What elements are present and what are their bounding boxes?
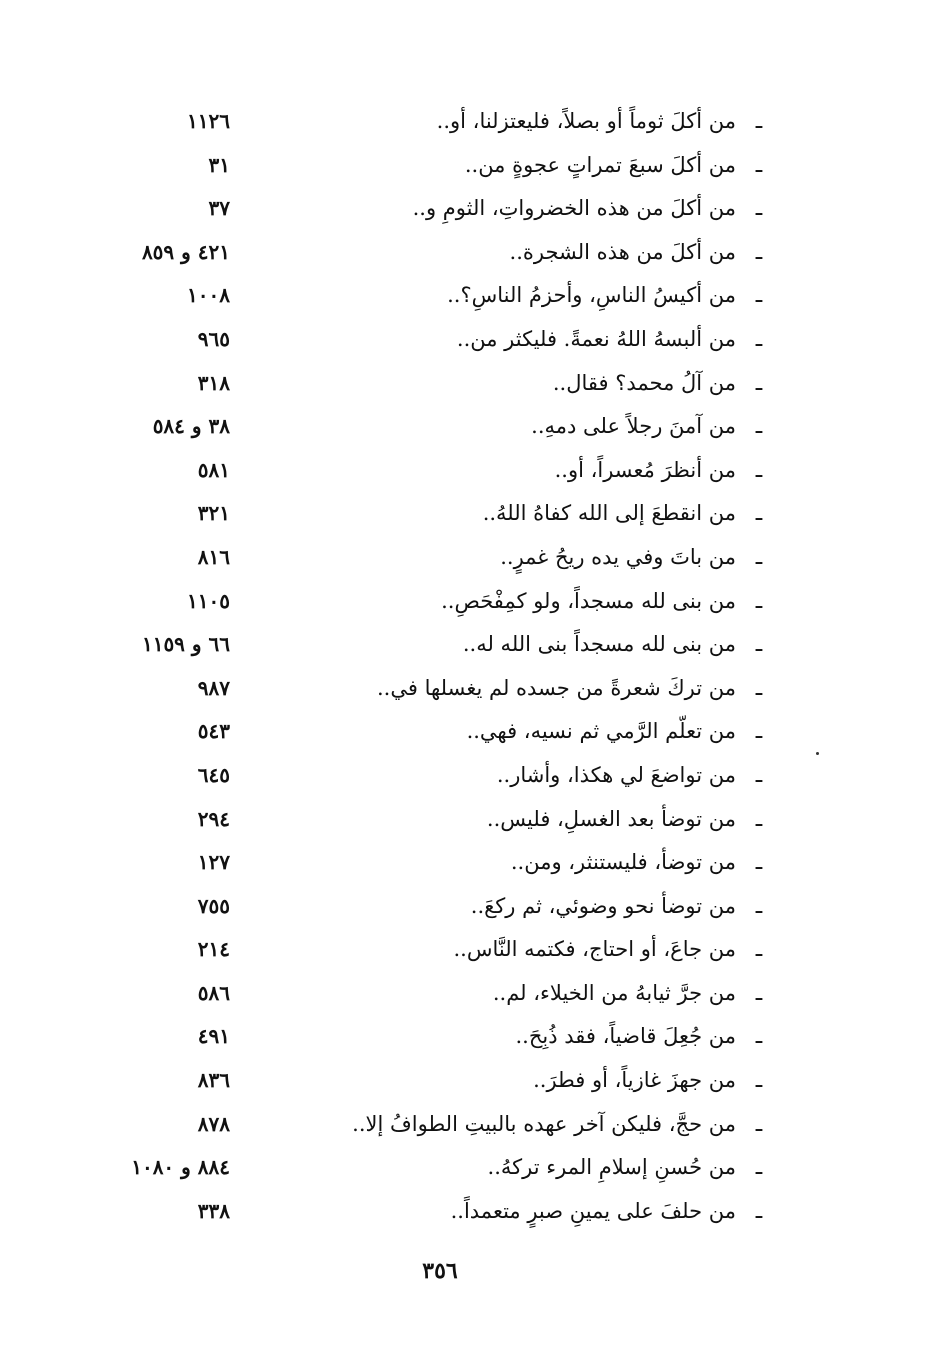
index-entry [60, 580, 770, 624]
entry-dash: ـ [755, 893, 763, 919]
entry-dash: ـ [755, 719, 763, 745]
page-number: ٣٥٦ [422, 1258, 458, 1284]
entry-text: من أكلَ من هذه الشجرة.. [509, 239, 736, 264]
entry-reference: ٨٧٨ [197, 1111, 230, 1136]
entry-text: من حجَّ، فليكن آخر عهده بالبيتِ الطوافُ إلا.. [352, 1111, 736, 1136]
entry-reference: ٩٦٥ [197, 326, 230, 351]
index-entry [60, 1103, 770, 1147]
entry-reference: ٤٩١ [197, 1024, 230, 1049]
entry-reference: ٥٨١ [197, 457, 230, 482]
entry-dash: ـ [755, 632, 763, 658]
index-entry [60, 187, 770, 231]
entry-reference: ٨٣٦ [197, 1068, 230, 1093]
entry-text: من حلفَ على يمينِ صبرٍ متعمداً.. [450, 1198, 736, 1223]
index-entry [60, 623, 770, 667]
entry-text: من توضأ، فليستنثر، ومن.. [510, 850, 736, 875]
entry-text: من جرَّ ثيابهُ من الخيلاء، لم.. [492, 980, 736, 1005]
entry-dash: ـ [755, 196, 763, 222]
entry-reference: ١١٢٦ [187, 109, 230, 133]
entry-text: من باتَ وفي يده ريحُ غمرٍ.. [500, 544, 736, 569]
entry-text: من أكلَ من هذه الخضرواتِ، الثومِ و.. [412, 196, 736, 221]
entry-text: من آمنَ رجلاً على دمهِ.. [531, 414, 736, 439]
entry-reference: ٤٢١ و ٨٥٩ [141, 239, 230, 264]
entry-text: من بنى لله مسجداً، ولو كمِفْحَصِ.. [441, 588, 736, 613]
entry-dash: ـ [755, 109, 763, 134]
entry-text: من أكيسُ الناسِ، وأحزمُ الناسِ؟.. [447, 283, 736, 308]
index-entry [60, 1015, 770, 1059]
index-entry [60, 231, 770, 275]
entry-text: من انقطعَ إلى الله كفاهُ اللهُ.. [482, 501, 736, 526]
index-entry [60, 362, 770, 406]
ink-speck [816, 752, 819, 755]
entry-reference: ٣٨ و ٥٨٤ [152, 414, 230, 439]
entry-reference: ٧٥٥ [197, 893, 230, 918]
entry-text: من آلُ محمد؟ فقال.. [552, 370, 736, 395]
entry-dash: ـ [755, 937, 763, 963]
entry-text: من تركَ شعرةً من جسده لم يغسلها في.. [377, 675, 736, 700]
entry-text: من جهزَ غازياً، أو فطرَ.. [533, 1068, 736, 1093]
index-entry [60, 274, 770, 318]
index-entry [60, 1190, 770, 1234]
entry-text: من بنى لله مسجداً بنى الله له.. [462, 632, 736, 657]
entry-reference: ٨٨٤ و ١٠٨٠ [131, 1155, 230, 1180]
entry-reference: ٦٦ و ١١٥٩ [141, 632, 230, 657]
entry-dash: ـ [755, 1155, 763, 1181]
entry-reference: ٣٧ [208, 196, 230, 221]
entry-reference: ٣٢١ [197, 501, 230, 526]
index-entry [60, 754, 770, 798]
entry-dash: ـ [755, 806, 763, 832]
entry-dash: ـ [755, 980, 763, 1006]
entry-reference: ٣١٨ [197, 370, 230, 395]
entry-dash: ـ [755, 675, 763, 701]
entry-reference: ٢٩٤ [197, 806, 230, 831]
entry-text: من أكلَ سبعَ تمراتٍ عجوةٍ من.. [464, 152, 736, 177]
index-entry [60, 1146, 770, 1190]
index-entry [60, 144, 770, 188]
entry-dash: ـ [755, 283, 763, 309]
entry-dash: ـ [755, 1024, 763, 1050]
entry-dash: ـ [755, 544, 763, 570]
index-entry [60, 318, 770, 362]
entry-text: من توضأ نحو وضوئي، ثم ركعَ.. [470, 893, 736, 918]
entry-dash: ـ [755, 370, 763, 396]
entry-text: من جاعَ، أو احتاج، فكتمه النَّاس.. [453, 937, 736, 962]
entry-dash: ـ [755, 326, 763, 352]
index-entry [60, 536, 770, 580]
entry-reference: ٩٨٧ [197, 675, 230, 700]
hadith-index-list [60, 100, 770, 1233]
entry-reference: ١١٠٥ [187, 588, 230, 613]
index-entry [60, 928, 770, 972]
entry-text: من تعلّم الرَّمي ثم نسيه، فهي.. [466, 719, 736, 744]
index-entry [60, 405, 770, 449]
index-entry [60, 798, 770, 842]
index-entry [60, 449, 770, 493]
entry-dash: ـ [755, 762, 763, 788]
entry-dash: ـ [755, 1198, 763, 1224]
index-entry [60, 667, 770, 711]
entry-reference: ٦٤٥ [197, 762, 230, 787]
entry-reference: ٣١ [208, 152, 230, 177]
entry-dash: ـ [755, 850, 763, 876]
entry-reference: ٢١٤ [197, 937, 230, 962]
index-entry [60, 885, 770, 929]
entry-reference: ٣٣٨ [197, 1198, 230, 1223]
entry-dash: ـ [755, 152, 763, 178]
entry-reference: ٨١٦ [197, 544, 230, 569]
entry-text: من تواضعَ لي هكذا، وأشار.. [496, 762, 736, 787]
index-entry [60, 100, 770, 144]
entry-dash: ـ [755, 1068, 763, 1094]
entry-reference: ٥٨٦ [197, 980, 230, 1005]
entry-text: من ألبسهُ اللهُ نعمةً. فليكثر من.. [456, 326, 736, 351]
entry-dash: ـ [755, 501, 763, 527]
entry-dash: ـ [755, 457, 763, 483]
entry-text: من أنظرَ مُعسراً، أو.. [554, 457, 736, 482]
index-entry [60, 1059, 770, 1103]
index-entry [60, 710, 770, 754]
entry-dash: ـ [755, 414, 763, 440]
index-entry [60, 972, 770, 1016]
entry-reference: ٥٤٣ [197, 719, 230, 744]
entry-text: من جُعِلَ قاضياً، فقد ذُبِحَ.. [515, 1024, 736, 1049]
index-entry [60, 492, 770, 536]
entry-text: من توضأ بعد الغسلِ، فليس.. [486, 806, 736, 831]
entry-reference: ١٠٠٨ [187, 283, 230, 308]
entry-text: من حُسنِ إسلامِ المرء تركهُ.. [487, 1155, 736, 1180]
entry-dash: ـ [755, 1111, 763, 1137]
index-entry [60, 841, 770, 885]
entry-reference: ١٢٧ [197, 850, 230, 875]
entry-dash: ـ [755, 239, 763, 265]
entry-text: من أكلَ ثوماً أو بصلاً، فليعتزلنا، أو.. [436, 109, 736, 133]
entry-dash: ـ [755, 588, 763, 614]
